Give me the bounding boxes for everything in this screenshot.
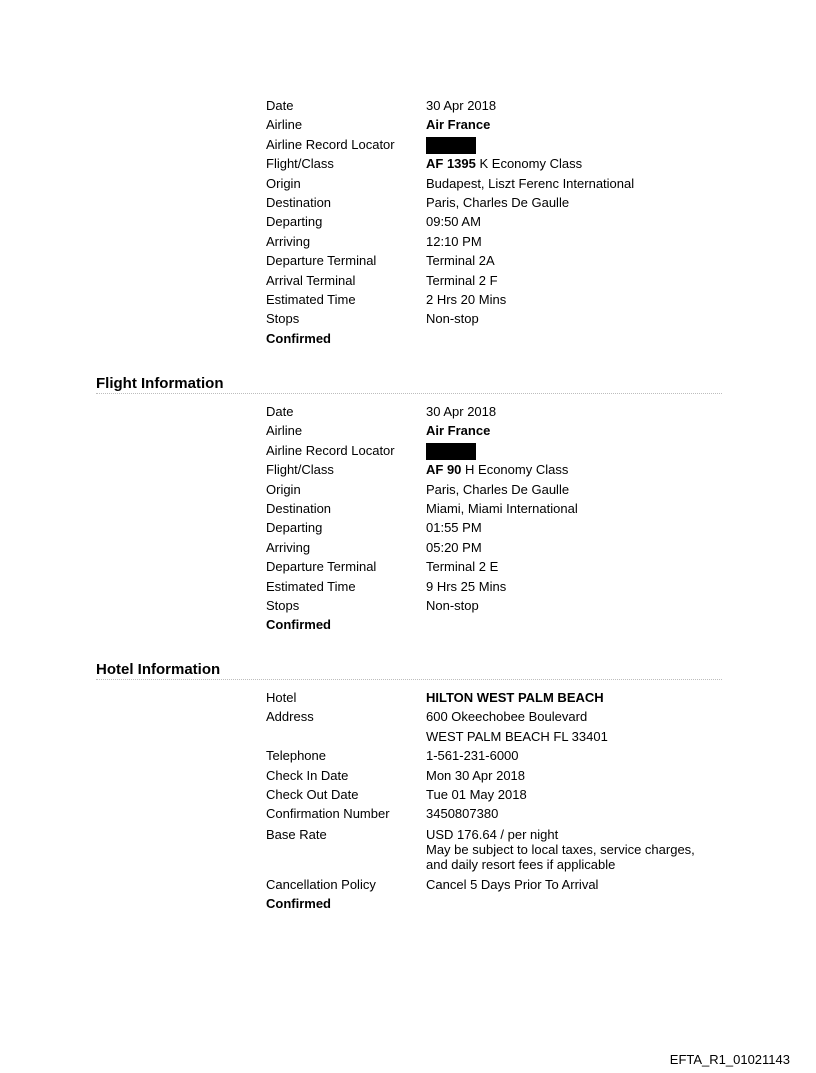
row-departing: Departing 09:50 AM: [266, 214, 481, 230]
row-arriving: Arriving 12:10 PM: [266, 233, 482, 249]
row-record-locator: Airline Record Locator: [266, 441, 726, 460]
flight-code: AF 1395: [426, 156, 476, 172]
row-destination: Destination Paris, Charles De Gaulle: [266, 194, 570, 210]
row-cancellation-policy: Cancellation Policy Cancel 5 Days Prior To Arrival: [266, 876, 599, 892]
row-estimated-time: Estimated Time 2 Hrs 20 Mins: [266, 291, 507, 307]
row-origin: Origin Paris, Charles De Gaulle: [266, 481, 570, 497]
row-departure-terminal: Departure Terminal Terminal 2 E: [266, 559, 499, 575]
row-airline: Airline Air France: [266, 117, 491, 133]
row-departure-terminal: Departure Terminal Terminal 2A: [266, 253, 495, 269]
row-airline: Airline Air France: [266, 423, 491, 439]
row-address: Address 600 Okeechobee Boulevard: [266, 709, 588, 725]
row-flight-class: Flight/Class AF 1395 K Economy Class: [266, 156, 583, 172]
row-origin: Origin Budapest, Liszt Ferenc International: [266, 175, 635, 191]
status-confirmed: Confirmed: [266, 330, 331, 346]
flight-1-details: [266, 96, 726, 348]
row-departing: Departing 01:55 PM: [266, 520, 482, 536]
base-rate-value: USD 176.64 / per night: [426, 826, 559, 842]
flight-class: K Economy Class: [475, 156, 583, 172]
redaction-box: [426, 137, 476, 154]
flight-2-details: [266, 402, 726, 635]
row-date: Date 30 Apr 2018: [266, 404, 497, 419]
redaction-box: [426, 443, 476, 460]
row-base-rate: Base Rate USD 176.64 / per night May be subject to local taxes, service charges, and daily resort fees if applicable: [266, 824, 726, 875]
row-stops: Stops Non-stop: [266, 311, 479, 327]
row-record-locator: Airline Record Locator: [266, 135, 726, 154]
row-arriving: Arriving 05:20 PM: [266, 539, 482, 555]
row-destination: Destination Miami, Miami International: [266, 500, 578, 516]
document-id: EFTA_R1_01021143: [669, 1052, 790, 1067]
flight-code: AF 90: [426, 462, 462, 478]
section-title-hotel: Hotel Information: [96, 661, 722, 680]
row-stops: Stops Non-stop: [266, 597, 479, 613]
section-title-flight: Flight Information: [96, 375, 722, 394]
base-rate-note-2: and daily resort fees if applicable: [426, 856, 616, 872]
row-telephone: Telephone 1-561-231-6000: [266, 748, 519, 764]
row-address-line2: WEST PALM BEACH FL 33401: [426, 728, 608, 744]
row-confirmation-number: Confirmation Number 3450807380: [266, 806, 499, 822]
row-check-out: Check Out Date Tue 01 May 2018: [266, 786, 527, 802]
row-arrival-terminal: Arrival Terminal Terminal 2 F: [266, 272, 498, 288]
flight-class: H Economy Class: [461, 462, 569, 478]
row-estimated-time: Estimated Time 9 Hrs 25 Mins: [266, 578, 507, 594]
status-confirmed: Confirmed: [266, 896, 331, 912]
row-date: Date 30 Apr 2018: [266, 98, 497, 113]
row-flight-class: Flight/Class AF 90 H Economy Class: [266, 462, 569, 478]
base-rate-note-1: May be subject to local taxes, service charges,: [426, 841, 695, 857]
row-check-in: Check In Date Mon 30 Apr 2018: [266, 767, 526, 783]
status-confirmed: Confirmed: [266, 617, 331, 633]
row-hotel: Hotel HILTON WEST PALM BEACH: [266, 690, 604, 705]
hotel-details: [266, 688, 726, 914]
